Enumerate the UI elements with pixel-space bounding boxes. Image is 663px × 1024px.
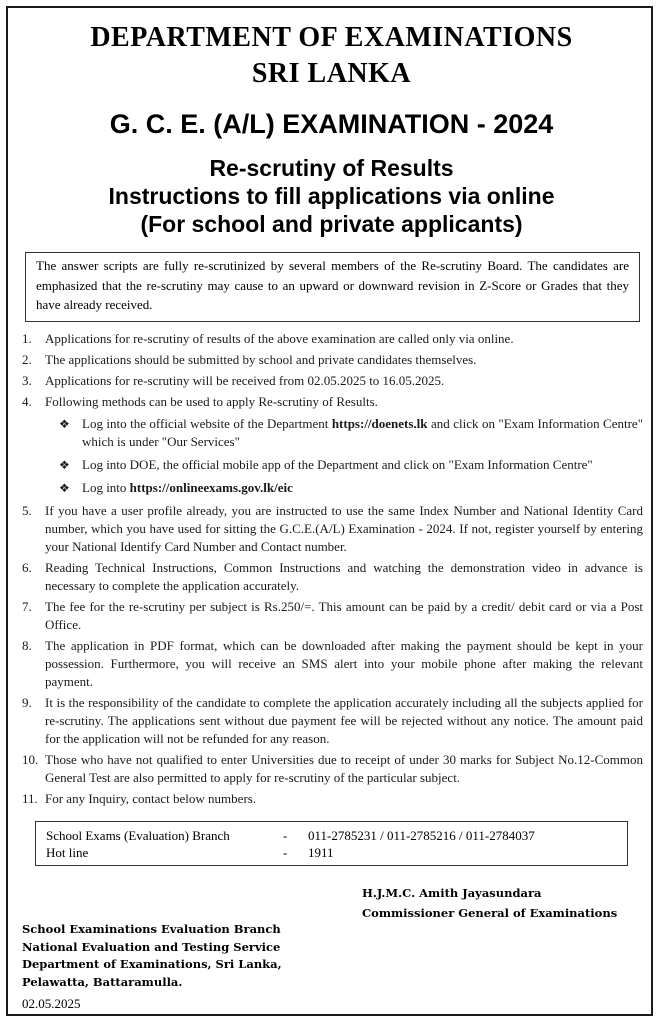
item-number: 9. bbox=[22, 695, 32, 710]
item-text: Applications for re-scrutiny of results of the above examination are called only via online. bbox=[45, 331, 514, 346]
item-text: The application in PDF format, which can be downloaded after making the payment should be kept in your possession. Furthermore, you will receive an SMS alert into your mobile phone after making the relevant payment. bbox=[45, 638, 643, 689]
doenets-link: https://doenets.lk bbox=[331, 416, 428, 431]
contact-label: School Exams (Evaluation) Branch bbox=[46, 828, 230, 843]
list-item bbox=[18, 351, 643, 369]
signatory-title: Commissioner General of Examinations bbox=[362, 906, 618, 920]
item-number: 10. bbox=[22, 752, 39, 767]
subtitle-instructions: Instructions to fill applications via online bbox=[108, 183, 555, 209]
contact-row bbox=[46, 827, 617, 844]
item-number: 3. bbox=[22, 373, 32, 388]
item-number: 1. bbox=[22, 331, 32, 346]
item-text: The applications should be submitted by school and private candidates themselves. bbox=[45, 352, 477, 367]
item-number: 6. bbox=[22, 560, 32, 575]
list-item bbox=[18, 694, 643, 748]
diamond-star-icon: ❖ bbox=[59, 417, 70, 431]
list-item bbox=[18, 790, 643, 808]
diamond-star-icon: ❖ bbox=[59, 481, 70, 495]
contact-separator: - bbox=[283, 828, 288, 843]
contact-number: 1911 bbox=[308, 845, 334, 860]
item-text: Reading Technical Instructions, Common Instructions and watching the demonstration video in advance is necessary to complete the application accurately. bbox=[45, 560, 643, 593]
subtitle-rescrutiny: Re-scrutiny of Results bbox=[209, 155, 454, 181]
item-text: For any Inquiry, contact below numbers. bbox=[45, 791, 257, 806]
item-text: Following methods can be used to apply Re-scrutiny of Results. bbox=[45, 394, 378, 409]
address-line: Pelawatta, Battaramulla. bbox=[22, 974, 183, 989]
contact-row bbox=[46, 844, 617, 861]
department-name: DEPARTMENT OF EXAMINATIONS bbox=[90, 22, 573, 53]
list-item bbox=[18, 372, 643, 390]
contact-separator: - bbox=[283, 845, 288, 860]
item-text: Those who have not qualified to enter Universities due to receipt of under 30 marks for Subject No.12-Common General Test are also permitted to apply for re-scrutiny of the particular subject. bbox=[45, 752, 643, 785]
list-item bbox=[18, 502, 643, 556]
method-item: ❖ Log into the official website of the Department https://doenets.lk and click on "Exam Information Centre" which is under "Our Services" bbox=[59, 416, 643, 449]
notice-box: The answer scripts are fully re-scrutinized by several members of the Re-scrutiny Board. The candidates are emphasized that the re-scrutiny may cause to an upward or downward revision in Z-Score or Grades that they have already received. bbox=[25, 252, 640, 322]
instruction-list bbox=[18, 330, 643, 811]
contact-box bbox=[35, 821, 628, 866]
list-item bbox=[18, 637, 643, 691]
item-text: Applications for re-scrutiny will be received from 02.05.2025 to 16.05.2025. bbox=[45, 373, 445, 388]
list-item bbox=[18, 598, 643, 634]
item-number: 2. bbox=[22, 352, 32, 367]
issue-date: 02.05.2025 bbox=[22, 996, 81, 1011]
exam-title: G. C. E. (A/L) EXAMINATION - 2024 bbox=[109, 109, 554, 139]
item-text: It is the responsibility of the candidate to complete the application accurately including all the subjects applied for re-scrutiny. The applications sent without due payment fee will be rejected without any notice. The amount paid for the application will not be refunded for any reason. bbox=[45, 695, 643, 746]
address-block bbox=[22, 921, 352, 991]
contact-label: Hot line bbox=[46, 845, 89, 860]
method-list bbox=[45, 415, 643, 497]
onlineexams-link: https://onlineexams.gov.lk/eic bbox=[129, 480, 293, 495]
address-line: National Evaluation and Testing Service bbox=[22, 939, 281, 954]
item-number: 8. bbox=[22, 638, 32, 653]
item-number: 5. bbox=[22, 503, 32, 518]
address-line: School Examinations Evaluation Branch bbox=[22, 922, 281, 936]
address-line: Department of Examinations, Sri Lanka, bbox=[22, 957, 282, 971]
method-item: ❖ Log into https://onlineexams.gov.lk/eic bbox=[59, 480, 293, 495]
list-item bbox=[18, 559, 643, 595]
department-country: SRI LANKA bbox=[251, 58, 412, 89]
contact-number: 011-2785231 / 011-2785216 / 011-2784037 bbox=[308, 828, 535, 843]
item-number: 11. bbox=[22, 791, 38, 806]
signature-block bbox=[362, 883, 652, 923]
item-number: 7. bbox=[22, 599, 32, 614]
diamond-star-icon: ❖ bbox=[59, 458, 70, 472]
item-number: 4. bbox=[22, 394, 32, 409]
list-item bbox=[18, 330, 643, 348]
signatory-name: H.J.M.C. Amith Jayasundara bbox=[362, 886, 542, 900]
list-item bbox=[18, 393, 643, 497]
list-item bbox=[18, 751, 643, 787]
subtitle-applicants: (For school and private applicants) bbox=[140, 211, 523, 237]
item-text: The fee for the re-scrutiny per subject is Rs.250/=. This amount can be paid by a credit/ debit card or via a Post Office. bbox=[45, 599, 643, 632]
item-text: If you have a user profile already, you are instructed to use the same Index Number and National Identity Card number, which you have used for sitting the G.C.E.(A/L) Examination - 2024. If not, register yourself by entering your National Identify Card Number and Contact number. bbox=[45, 503, 643, 554]
method-item: ❖ Log into DOE, the official mobile app of the Department and click on "Exam Information Centre" bbox=[59, 457, 593, 472]
